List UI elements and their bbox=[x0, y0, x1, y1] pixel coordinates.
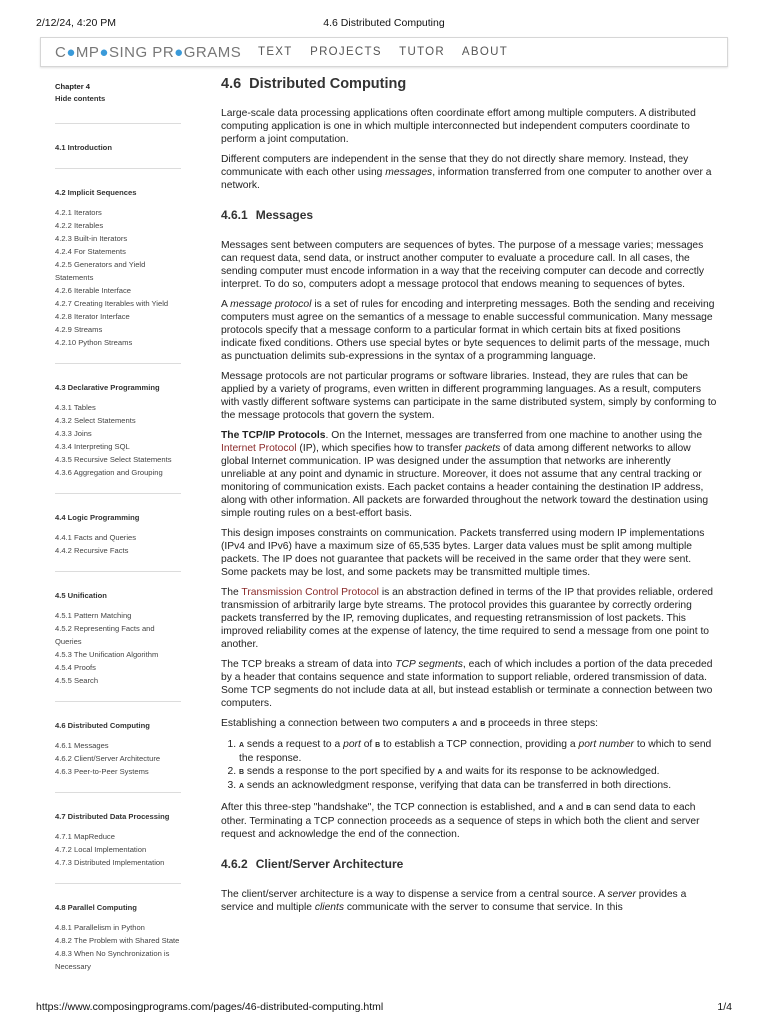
sidebar-subsection-link[interactable]: 4.8.1 Parallelism in Python bbox=[55, 923, 145, 932]
main-content bbox=[221, 74, 717, 921]
sidebar-subsection-link[interactable]: 4.3.3 Joins bbox=[55, 429, 92, 438]
sidebar-subsection-link[interactable]: 4.2.7 Creating Iterables with Yield bbox=[55, 299, 169, 308]
list-item: 3. A sends an acknowledgment response, verifying that data can be transferred in both directions. bbox=[239, 779, 717, 793]
page-number: 1/4 bbox=[717, 1001, 732, 1013]
sidebar-subsection-link[interactable]: 4.3.1 Tables bbox=[55, 403, 96, 412]
sidebar-subsection-link[interactable]: 4.4.1 Facts and Queries bbox=[55, 533, 137, 542]
messages-paragraph: Messages sent between computers are sequences of bytes. The purpose of a message varies; messages can request data, send data, or instruct another computer to evaluate a procedure call. In all cases, the sending computer must encode information in a way that the receiving computer can decode and correctly interpret. To do so, computers adopt a message protocol that endows meaning to sequences of bytes. bbox=[221, 240, 705, 290]
message-protocols-paragraph: Message protocols are not particular programs or software libraries. Instead, they are rules that can be applied by a variety of programs, even written in different programming languages. As a result, computers with vastly different software systems can participate in the same distributed system, simply by conforming to the message protocols that govern the system. bbox=[221, 371, 717, 421]
sidebar-section-link[interactable]: 4.3 Declarative Programming bbox=[55, 383, 160, 392]
sidebar-subsection-link[interactable]: 4.6.1 Messages bbox=[55, 741, 109, 750]
client-server-paragraph: The client/server architecture is a way to dispense a service from a central source. A server provides a service and multiple clients communicate with the server to consume that service. In this bbox=[221, 889, 687, 913]
sidebar-section-link[interactable]: 4.4 Logic Programming bbox=[55, 513, 140, 522]
hide-contents-link[interactable]: Hide contents bbox=[55, 94, 106, 103]
sidebar-chapter: Chapter 4 bbox=[55, 82, 91, 91]
sidebar-subsection-link[interactable]: 4.2.2 Iterables bbox=[55, 221, 104, 230]
section-heading-client-server: 4.6.2 Client/Server Architecture bbox=[221, 857, 404, 871]
sidebar-subsection-link[interactable]: 4.5.4 Proofs bbox=[55, 663, 96, 672]
site-logo[interactable]: C●MP●SING PR●GRAMS bbox=[55, 44, 242, 61]
sidebar-subsection-link[interactable]: 4.2.4 For Statements bbox=[55, 247, 126, 256]
sidebar-divider bbox=[55, 363, 181, 364]
sidebar-subsection-link[interactable]: 4.5.1 Pattern Matching bbox=[55, 611, 132, 620]
sidebar-subsection-link[interactable]: 4.2.1 Iterators bbox=[55, 208, 102, 217]
sidebar-section-link[interactable]: 4.2 Implicit Sequences bbox=[55, 188, 137, 197]
establish-connection-paragraph: Establishing a connection between two computers A and B proceeds in three steps: bbox=[221, 718, 599, 729]
sidebar-subsection-link[interactable]: 4.4.2 Recursive Facts bbox=[55, 546, 129, 555]
tcp-link[interactable]: Transmission Control Protocol bbox=[241, 587, 379, 598]
print-date: 2/12/24, 4:20 PM bbox=[36, 17, 116, 29]
sidebar-subsection-link[interactable]: 4.3.4 Interpreting SQL bbox=[55, 442, 130, 451]
list-item: 1. A sends a request to a port of B to establish a TCP connection, providing a port number to which to send the response. bbox=[239, 738, 717, 765]
list-item: 2. B sends a response to the port specified by A and waits for its response to be acknowledged. bbox=[239, 765, 717, 779]
sidebar-subsection-link[interactable]: 4.2.6 Iterable Interface bbox=[55, 286, 131, 295]
sidebar-section-link[interactable]: 4.6 Distributed Computing bbox=[55, 721, 150, 730]
sidebar-subsection-link[interactable]: 4.7.3 Distributed Implementation bbox=[55, 858, 165, 867]
sidebar-section-link[interactable]: 4.7 Distributed Data Processing bbox=[55, 812, 170, 821]
sidebar-subsection-link[interactable]: 4.2.5 Generators and Yield Statements bbox=[55, 260, 146, 282]
sidebar-subsection-link[interactable]: 4.2.3 Built-in Iterators bbox=[55, 234, 128, 243]
nav-link-projects[interactable]: PROJECTS bbox=[310, 46, 382, 58]
sidebar-subsection-link[interactable]: 4.3.2 Select Statements bbox=[55, 416, 136, 425]
nav-link-about[interactable]: ABOUT bbox=[461, 46, 509, 58]
message-protocol-paragraph: A message protocol is a set of rules for encoding and interpreting messages. Both the sending and receiving computers must agree on the semantics of a message to enable successful communication. Many message protocols specify that a message conform to a particular format in which certain bits at fixed positions indicate fixed conditions. Others use special bytes or byte sequences to delimit parts of the message, much as punctuation delimits sub-expressions in the syntax of a programming language. bbox=[221, 299, 715, 362]
print-title: 4.6 Distributed Computing bbox=[323, 17, 445, 29]
page-title: 4.6 Distributed Computing bbox=[221, 76, 407, 92]
design-constraints-paragraph: This design imposes constraints on communication. Packets transferred using modern IP implementations (IPv4 and IPv6) have a maximum size of 65,535 bytes. Larger data values must be split among multiple packets. The IP does not guarantee that packets will be received in the same order that they were sent. Some packets may be lost, and some packets may be transmitted multiple times. bbox=[221, 528, 705, 578]
sidebar-subsection-link[interactable]: 4.8.3 When No Synchronization is Necessary bbox=[55, 949, 170, 971]
internet-protocol-link[interactable]: Internet Protocol bbox=[221, 443, 297, 454]
sidebar-sections bbox=[55, 123, 181, 973]
sidebar-subsection-link[interactable]: 4.7.2 Local Implementation bbox=[55, 845, 147, 854]
page-url: https://www.composingprograms.com/pages/46-distributed-computing.html bbox=[36, 1001, 384, 1013]
tcp-paragraph: The Transmission Control Protocol is an abstraction defined in terms of the IP that provides reliable, ordered transmission of arbitrarily large byte streams. The protocol provides this guarantee by correctly ordering packets transferred by the IP, removing duplicates, and requesting retransmission of lost packets. This improved reliability comes at the expense of latency, the time required to send a message from one point to another. bbox=[221, 587, 714, 650]
handshake-steps bbox=[239, 738, 717, 793]
sidebar-section-link[interactable]: 4.5 Unification bbox=[55, 591, 107, 600]
sidebar-subsection-link[interactable]: 4.5.2 Representing Facts and Queries bbox=[55, 624, 155, 646]
sidebar-subsection-link[interactable]: 4.6.2 Client/Server Architecture bbox=[55, 754, 161, 763]
sidebar-subsection-link[interactable]: 4.2.10 Python Streams bbox=[55, 338, 133, 347]
print-header bbox=[36, 17, 732, 31]
tcp-segments-paragraph: The TCP breaks a stream of data into TCP segments, each of which includes a portion of the data preceded by a header that contains sequence and state information to support reliable, ordered transmission of data. Some TCP segments do not include data at all, but instead establish or terminate a connection between two computers. bbox=[221, 659, 713, 709]
sidebar-divider bbox=[55, 123, 181, 124]
sidebar-subsection-link[interactable]: 4.2.8 Iterator Interface bbox=[55, 312, 130, 321]
sidebar-divider bbox=[55, 571, 181, 572]
sidebar-subsection-link[interactable]: 4.5.5 Search bbox=[55, 676, 99, 685]
nav-links bbox=[258, 46, 521, 58]
sidebar-subsection-link[interactable]: 4.2.9 Streams bbox=[55, 325, 103, 334]
sidebar-subsection-link[interactable]: 4.7.1 MapReduce bbox=[55, 832, 115, 841]
intro-paragraph-2: Different computers are independent in the sense that they do not directly share memory. Instead, they communicate with each other using messages, information transferred from one computer to another over a network. bbox=[221, 154, 712, 191]
sidebar-divider bbox=[55, 883, 181, 884]
sidebar-subsection-link[interactable]: 4.3.5 Recursive Select Statements bbox=[55, 455, 172, 464]
print-footer bbox=[36, 1001, 732, 1015]
sidebar-subsection-link[interactable]: 4.3.6 Aggregation and Grouping bbox=[55, 468, 163, 477]
sidebar-divider bbox=[55, 701, 181, 702]
top-navbar bbox=[40, 37, 728, 67]
nav-link-text[interactable]: TEXT bbox=[258, 46, 293, 58]
sidebar-subsection-link[interactable]: 4.6.3 Peer-to-Peer Systems bbox=[55, 767, 149, 776]
sidebar-divider bbox=[55, 168, 181, 169]
sidebar-divider bbox=[55, 792, 181, 793]
section-heading-messages: 4.6.1 Messages bbox=[221, 208, 314, 222]
sidebar-subsection-link[interactable]: 4.5.3 The Unification Algorithm bbox=[55, 650, 159, 659]
sidebar-divider bbox=[55, 493, 181, 494]
tcpip-paragraph: The TCP/IP Protocols. On the Internet, messages are transferred from one machine to another using the Internet Protocol (IP), which specifies how to transfer packets of data among different networks to allow global Internet communication. IP was designed under the assumption that networks are inherently unreliable at any point and dynamic in structure. Moreover, it does not assume that any central tracking or monitoring of communication exists. Each packet contains a header containing the destination IP address, along with other information. All packets are forwarded throughout the network toward the destination using simple routing rules on a best-effort basis. bbox=[221, 430, 709, 519]
sidebar-section-link[interactable]: 4.8 Parallel Computing bbox=[55, 903, 137, 912]
sidebar-subsection-link[interactable]: 4.8.2 The Problem with Shared State bbox=[55, 936, 180, 945]
sidebar-section-link[interactable]: 4.1 Introduction bbox=[55, 143, 112, 152]
handshake-paragraph: After this three-step "handshake", the TCP connection is established, and A and B can send data to each other. Terminating a TCP connection proceeds as a sequence of steps in which both the client and server request and acknowledge the end of the connection. bbox=[221, 802, 700, 840]
contents-sidebar bbox=[55, 81, 181, 973]
intro-paragraph: Large-scale data processing applications often coordinate effort among multiple computers. A distributed computing application is one in which multiple interconnected but independent computers coordinate to perform a joint computation. bbox=[221, 108, 696, 145]
nav-link-tutor[interactable]: TUTOR bbox=[399, 46, 446, 58]
